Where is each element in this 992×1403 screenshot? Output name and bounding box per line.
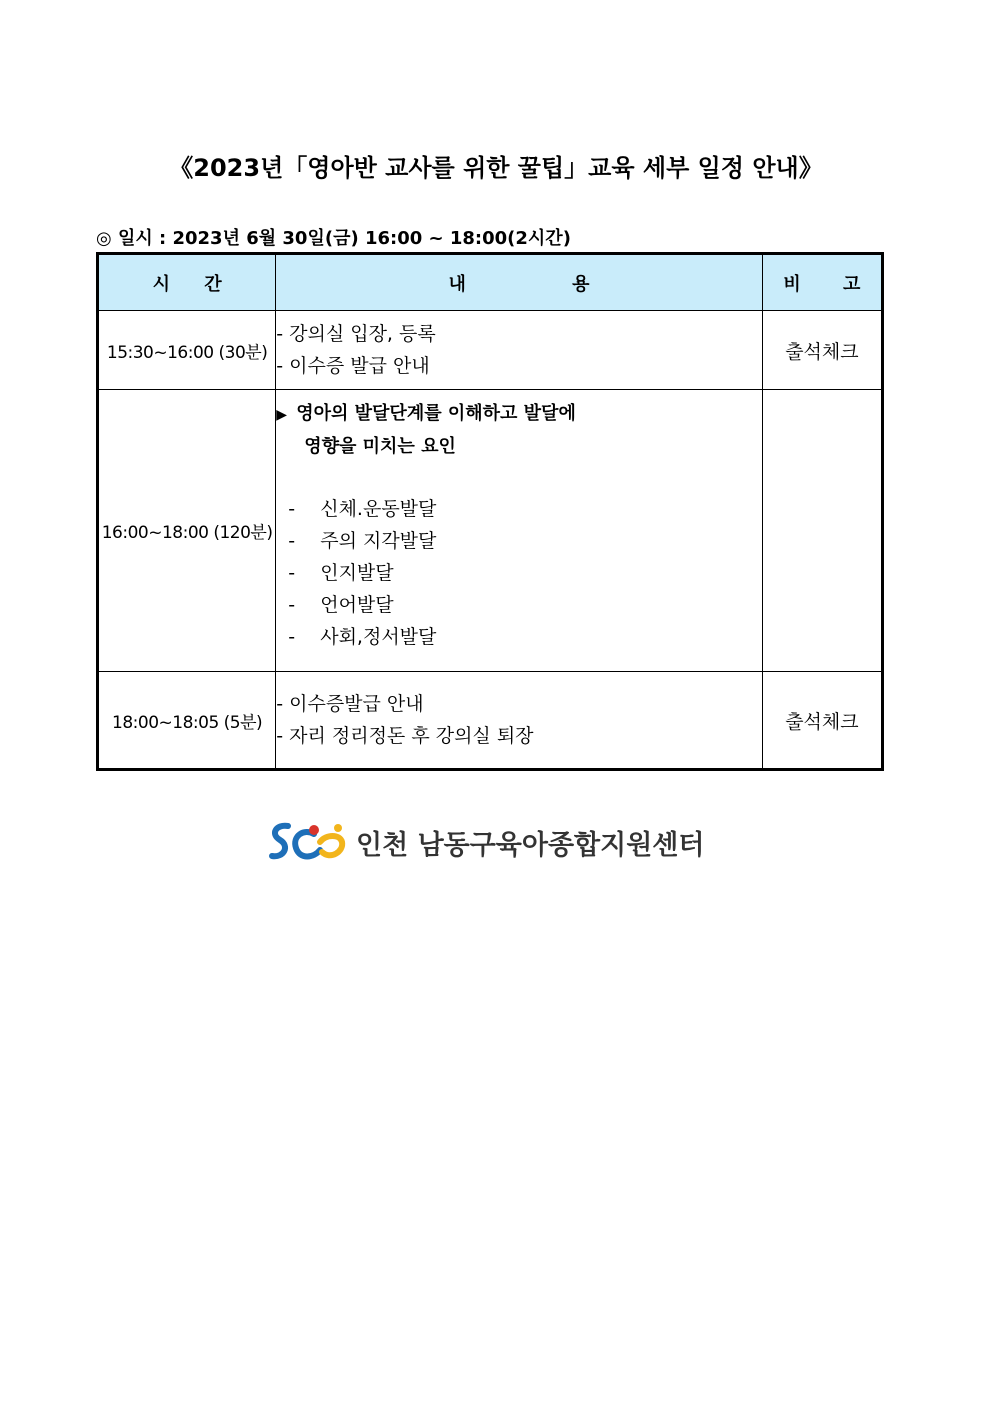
list-item: - 이수증 발급 안내 <box>276 355 430 377</box>
dash-marker: - <box>288 562 296 584</box>
document-title: 《2023년「영아반 교사를 위한 꿀팁」교육 세부 일정 안내》 <box>169 154 823 182</box>
dash-marker: - <box>288 594 296 616</box>
list-item <box>276 493 762 525</box>
list-item <box>276 621 762 653</box>
topic-heading <box>276 398 762 431</box>
list-item-label: 신체.운동발달 <box>320 498 437 520</box>
row-time: 15:30~16:00 (30분) <box>98 311 276 390</box>
table-header-row <box>98 254 883 311</box>
table-row <box>98 672 883 770</box>
list-item <box>276 589 762 621</box>
header-content <box>276 254 763 311</box>
organization-name: 인천 남동구육아종합지원센터 <box>356 829 705 861</box>
row-time: 18:00~18:05 (5분) <box>98 672 276 770</box>
date-line: ◎ 일시 : 2023년 6월 30일(금) 16:00 ~ 18:00(2시간) <box>96 228 571 249</box>
list-item: - 이수증발급 안내 <box>276 693 424 715</box>
list-item: - 강의실 입장, 등록 <box>276 323 436 345</box>
header-time <box>98 254 276 311</box>
topic-line-2: 영향을 미치는 요인 <box>304 436 456 457</box>
list-item-label: 사회,정서발달 <box>320 626 437 648</box>
triangle-right-icon: ▶ <box>276 407 287 423</box>
row-content <box>276 311 763 390</box>
list-item-label: 주의 지각발달 <box>320 530 437 552</box>
table-row <box>98 390 883 672</box>
dash-marker: - <box>288 530 296 552</box>
dash-marker: - <box>288 626 296 648</box>
row-content <box>276 672 763 770</box>
row-time: 16:00~18:00 (120분) <box>98 390 276 672</box>
list-item <box>276 525 762 557</box>
row-note: 출석체크 <box>762 672 882 770</box>
table-row <box>98 311 883 390</box>
organization-logo <box>268 818 704 866</box>
row-note: 출석체크 <box>762 311 882 390</box>
header-note-label: 비 고 <box>783 273 879 295</box>
header-note <box>762 254 882 311</box>
list-item: - 자리 정리정돈 후 강의실 퇴장 <box>276 725 534 747</box>
header-content-label: 내 용 <box>448 273 640 295</box>
header-time-label: 시 간 <box>152 273 236 295</box>
list-item <box>276 557 762 589</box>
topic-heading-continued <box>276 431 762 463</box>
schedule-table <box>96 252 884 771</box>
list-item-label: 인지발달 <box>320 562 394 584</box>
row-note <box>762 390 882 672</box>
sc-logo-icon <box>268 820 346 864</box>
list-item-label: 언어발달 <box>320 594 394 616</box>
dash-marker: - <box>288 498 296 520</box>
topic-line-1: 영아의 발달단계를 이해하고 발달에 <box>296 403 576 424</box>
row-content <box>276 390 763 672</box>
